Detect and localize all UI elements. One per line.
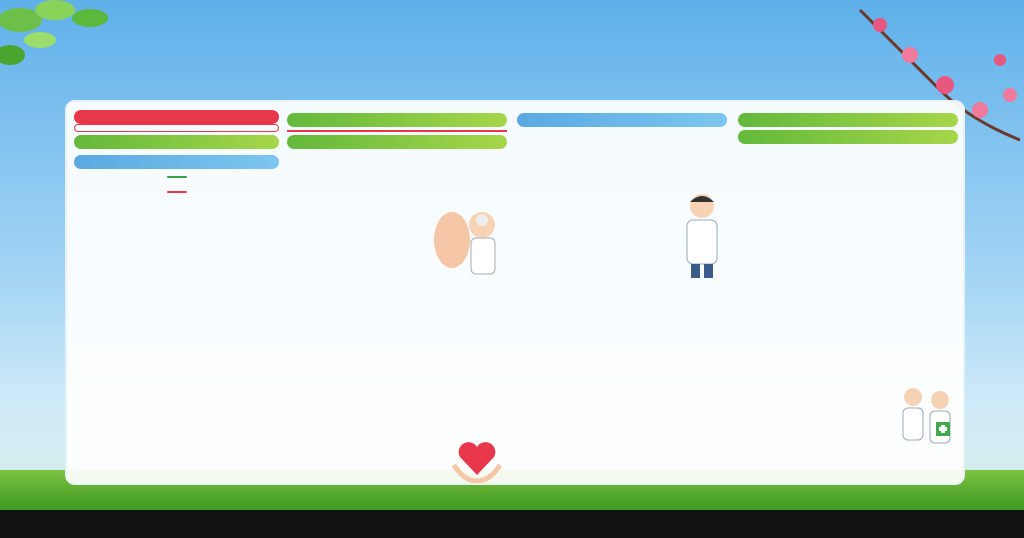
footer-bar bbox=[0, 510, 1024, 538]
doctors-illustration bbox=[898, 382, 958, 452]
column-theme bbox=[74, 110, 279, 202]
ear-heading bbox=[287, 113, 507, 127]
dont-label bbox=[167, 191, 187, 193]
heart-hands-icon bbox=[452, 435, 502, 483]
do-label bbox=[167, 176, 187, 178]
limit-title bbox=[287, 130, 507, 132]
tips-heading bbox=[74, 155, 279, 169]
ear-doctor-illustration bbox=[427, 200, 502, 280]
care-heading bbox=[517, 113, 727, 127]
deafness-cause-heading bbox=[287, 135, 507, 149]
theme-box bbox=[74, 124, 279, 132]
column-hearing-care bbox=[517, 110, 727, 485]
newborn-heading bbox=[738, 113, 958, 127]
theme-heading bbox=[74, 110, 279, 124]
column-prevention bbox=[738, 110, 958, 147]
genetic-heading bbox=[738, 130, 958, 144]
column-ear bbox=[287, 110, 507, 152]
grade-heading bbox=[74, 135, 279, 149]
care-list bbox=[517, 130, 727, 485]
leaves-decoration bbox=[0, 0, 150, 110]
doctor-illustration bbox=[677, 190, 727, 280]
